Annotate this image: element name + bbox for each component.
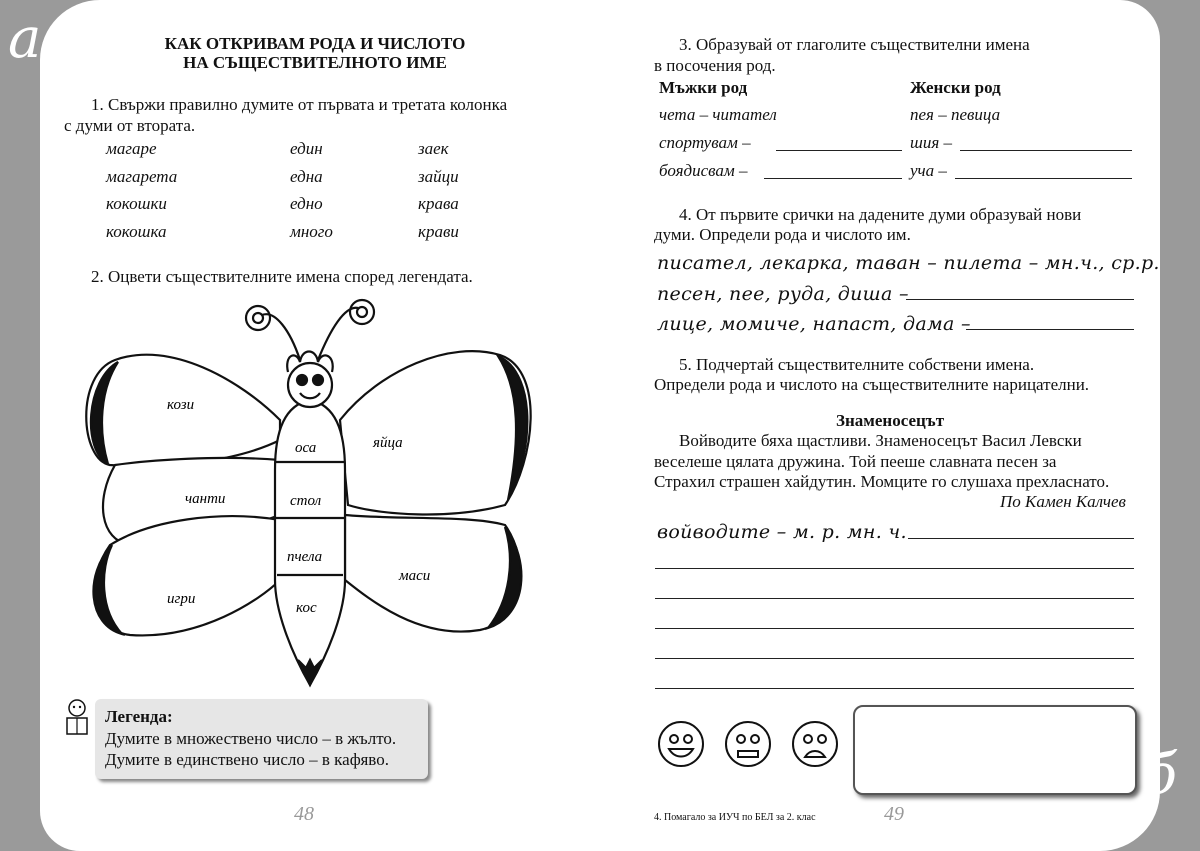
page-number-right: 49 (884, 803, 904, 825)
handwritten-row: писател, лекарка, таван – пилета – мн.ч., ср.р. (657, 252, 1160, 274)
word-col3[interactable]: заек (418, 139, 449, 158)
word-col2[interactable]: едно (290, 194, 323, 213)
story-line: Войводите бяха щастливи. Знаменосецът Васил Левски (679, 431, 1082, 450)
wing-word-bottom-right[interactable]: маси (399, 568, 431, 584)
body-word-3[interactable]: пчела (287, 549, 323, 565)
task1-text-2: с думи от втората. (64, 116, 196, 135)
answer-line[interactable] (908, 538, 1134, 539)
page-number-left: 48 (294, 803, 314, 825)
answer-line[interactable] (776, 150, 902, 151)
word-col1[interactable]: магаре (106, 139, 157, 158)
legend-line: Думите в единствено число – в кафяво. (105, 750, 389, 769)
task5-text: 5. Подчертай съществителните собствени имена. (679, 355, 1035, 374)
wing-word-bottom-left[interactable]: игри (167, 591, 196, 607)
handwritten-answer: войводите – м. р. мн. ч. (657, 521, 907, 543)
teacher-note-box[interactable] (853, 705, 1137, 795)
answer-line[interactable] (960, 150, 1132, 151)
story-author: По Камен Калчев (1000, 492, 1126, 511)
word-col3[interactable]: крава (418, 194, 459, 213)
story-line: Страхил страшен хайдутин. Момците го слушаха прехласнато. (654, 472, 1110, 491)
neutral-face-icon[interactable] (726, 722, 770, 766)
female-header: Женски род (910, 78, 1001, 97)
writing-line[interactable] (655, 688, 1134, 689)
word-col2[interactable]: един (290, 139, 323, 158)
answer-line[interactable] (764, 178, 902, 179)
task1-text: 1. Свържи правилно думите от първата и третата колонка (91, 95, 508, 114)
corner-letter-right: б (1143, 742, 1178, 807)
butterfly-illustration (75, 288, 535, 688)
writing-line[interactable] (655, 598, 1134, 599)
word-col3[interactable]: крави (418, 222, 459, 241)
body-word-4[interactable]: кос (296, 600, 317, 616)
task4-text-2: думи. Определи рода и числото им. (654, 225, 911, 244)
word-col1[interactable]: магарета (106, 167, 178, 186)
task5-text-2: Определи рода и числото на съществителните нарицателни. (654, 375, 1090, 394)
wing-word-middle-left[interactable]: чанти (185, 491, 226, 507)
writing-line[interactable] (655, 568, 1134, 569)
answer-line[interactable] (906, 299, 1134, 300)
footer-note: 4. Помагало за ИУЧ по БЕЛ за 2. клас (654, 812, 816, 823)
self-assessment-faces (653, 713, 843, 775)
male-row: боядисвам – (659, 161, 748, 180)
story-title: Знаменосецът (836, 411, 945, 430)
task3-text-2: в посочения род. (654, 56, 776, 75)
word-col1[interactable]: кокошка (106, 222, 167, 241)
female-row: шия – (910, 133, 952, 152)
writing-line[interactable] (655, 658, 1134, 659)
wing-word-top-right[interactable]: яйца (373, 435, 403, 451)
female-row: пея – певица (910, 105, 1001, 124)
sad-face-icon[interactable] (793, 722, 837, 766)
word-col1[interactable]: кокошки (106, 194, 167, 213)
body-word-1[interactable]: оса (295, 440, 317, 456)
task4-text: 4. От първите срички на дадените думи образувай нови (679, 205, 1082, 224)
legend-box (95, 699, 428, 779)
male-header: Мъжки род (659, 78, 748, 97)
answer-line[interactable] (955, 178, 1132, 179)
wing-word-top-left[interactable]: кози (167, 397, 195, 413)
male-row: чета – читател (659, 105, 777, 124)
reading-child-icon (62, 698, 92, 738)
word-col2[interactable]: много (290, 222, 333, 241)
body-word-2[interactable]: стол (290, 493, 322, 509)
page-title-2: НА СЪЩЕСТВИТЕЛНОТО ИМЕ (183, 53, 447, 72)
answer-line[interactable] (966, 329, 1134, 330)
handwritten-row: лице, момиче, напаст, дама – (657, 313, 971, 335)
page-title: КАК ОТКРИВАМ РОДА И ЧИСЛОТО (164, 34, 466, 53)
legend-title: Легенда: (105, 707, 173, 726)
writing-line[interactable] (655, 628, 1134, 629)
happy-face-icon[interactable] (659, 722, 703, 766)
legend-line: Думите в множествено число – в жълто. (105, 729, 397, 748)
male-row: спортувам – (659, 133, 751, 152)
corner-letter-left: а (8, 6, 42, 71)
word-col2[interactable]: една (290, 167, 323, 186)
handwritten-row: песен, пее, руда, диша – (657, 283, 909, 305)
word-col3[interactable]: зайци (418, 167, 459, 186)
story-line: веселеше цялата дружина. Той пееше славната песен за (654, 452, 1057, 471)
task3-text: 3. Образувай от глаголите съществителни имена (679, 35, 1030, 54)
female-row: уча – (910, 161, 947, 180)
task2-text: 2. Оцвети съществителните имена според легендата. (91, 267, 473, 286)
